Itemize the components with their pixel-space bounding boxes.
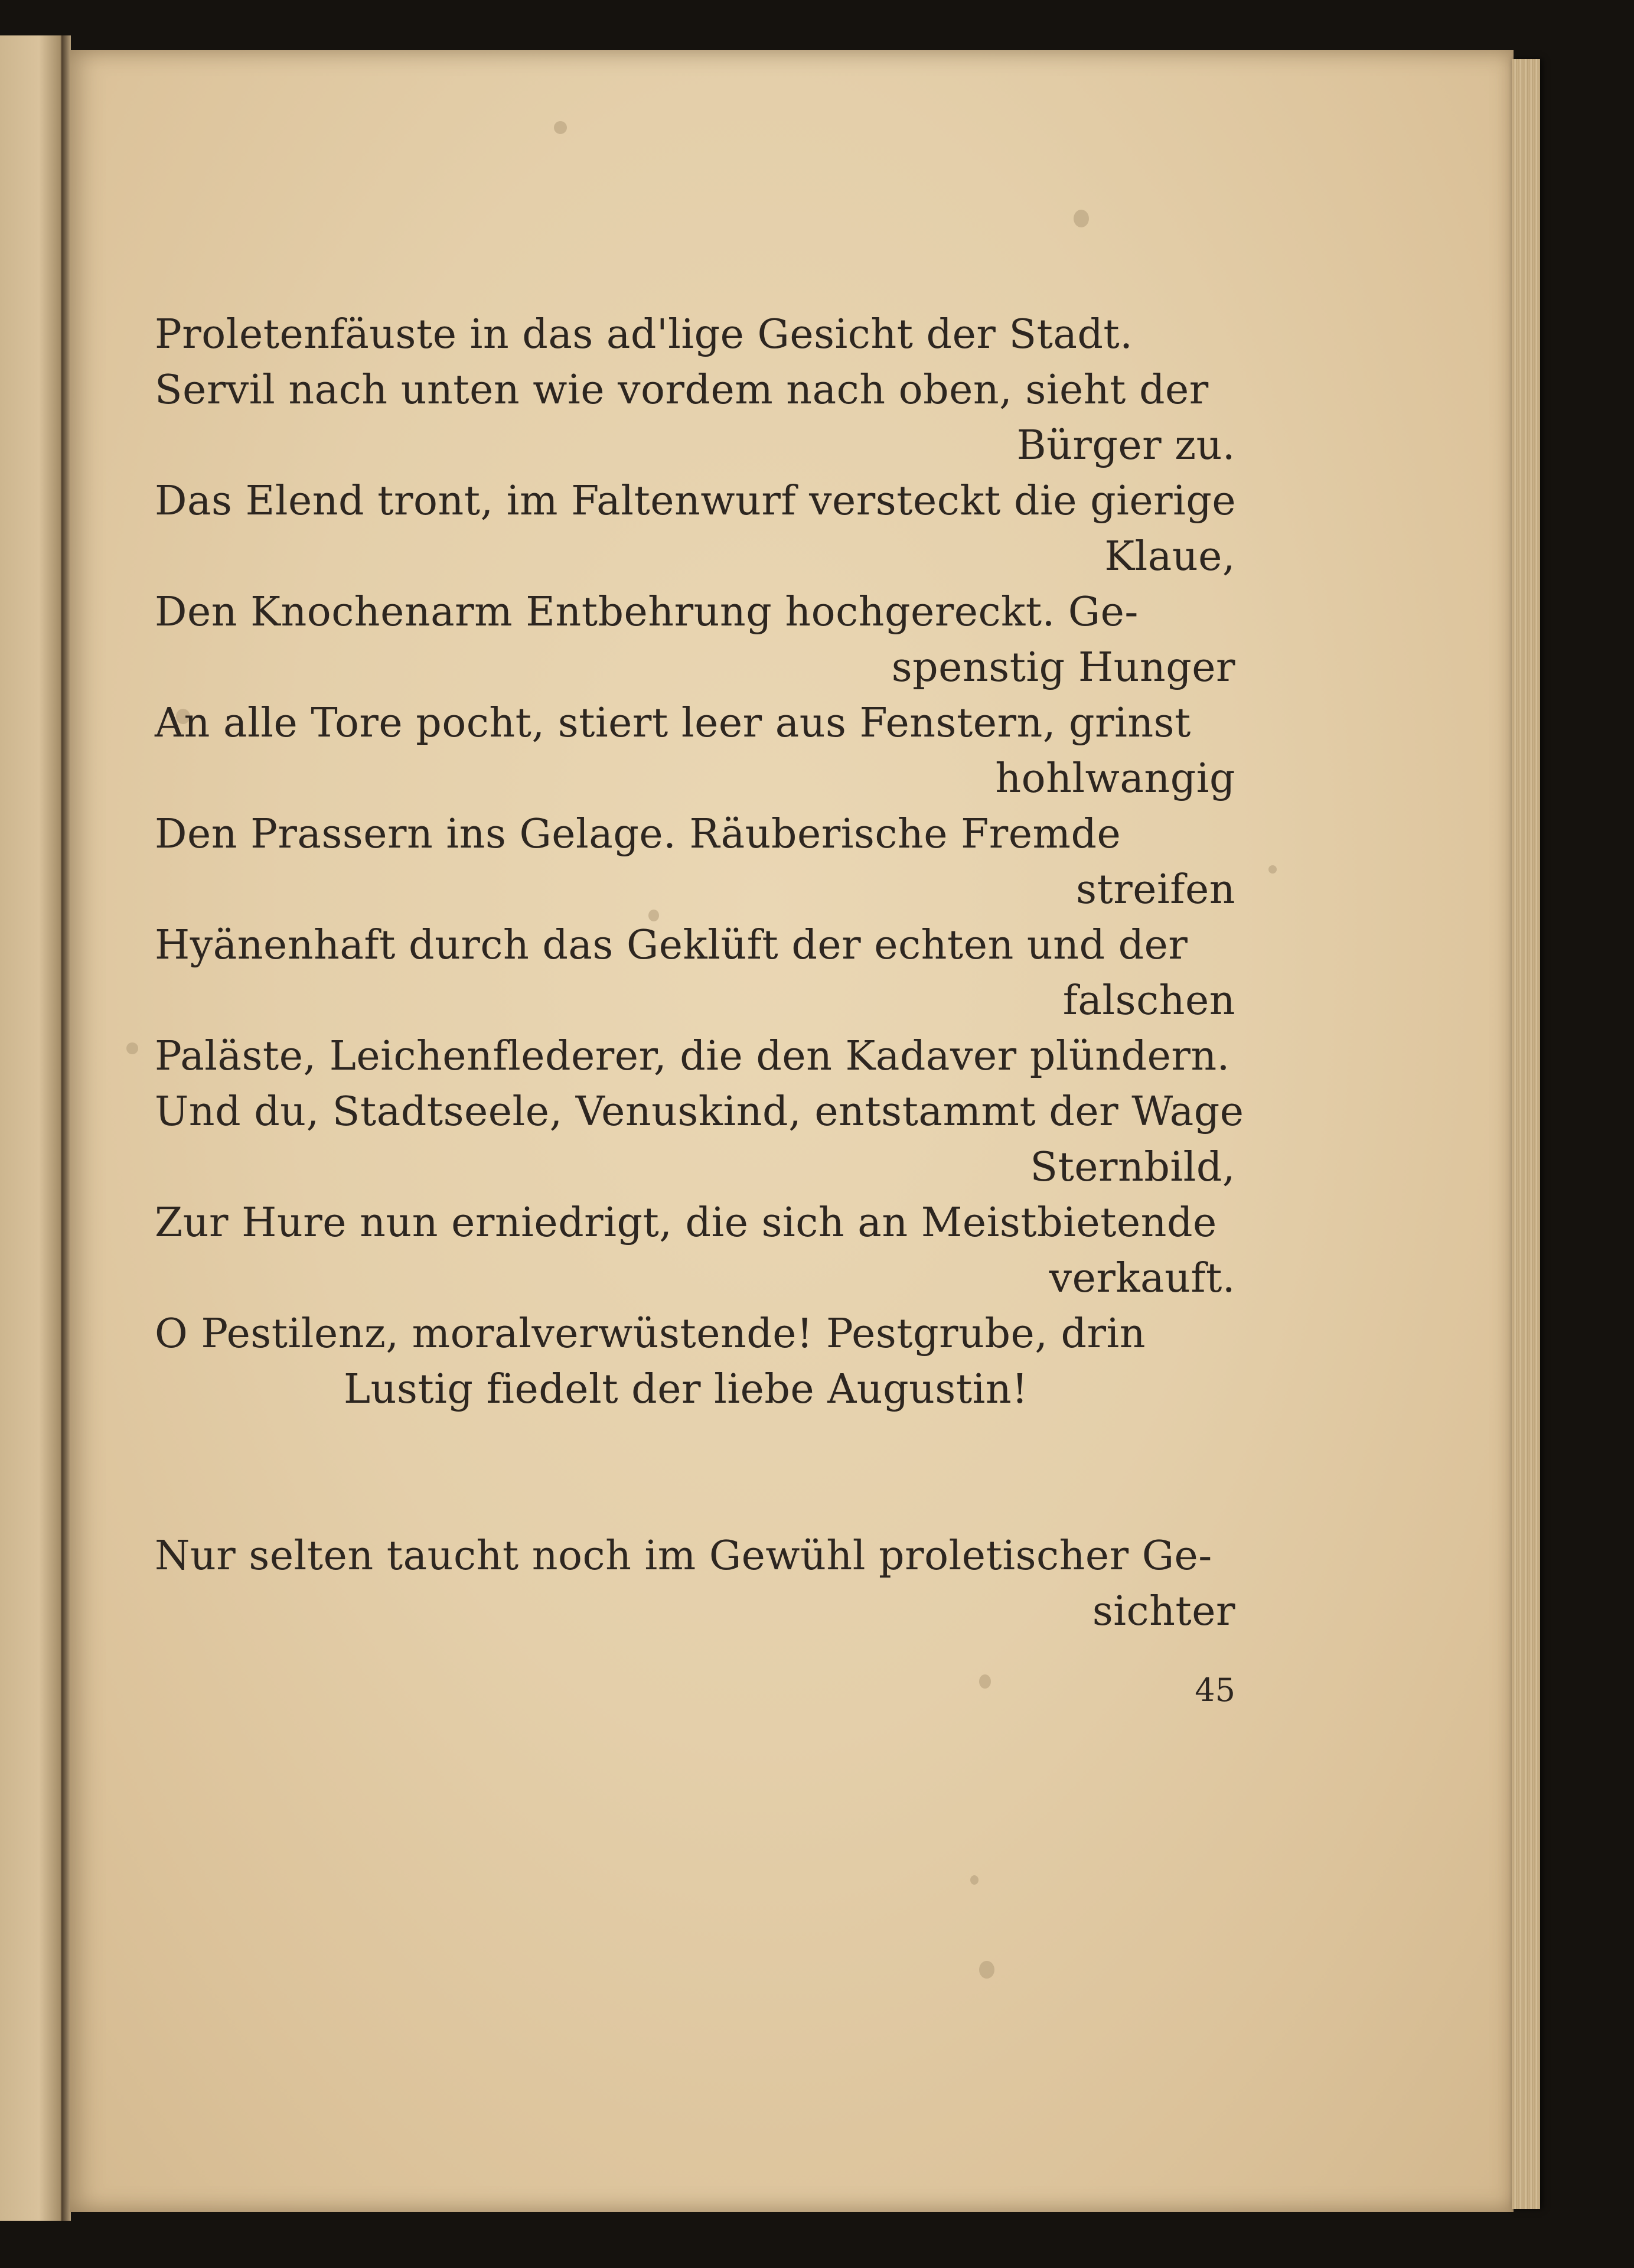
left-page-edge [0, 35, 65, 2221]
text-line: Den Knochenarm Entbehrung hochgereckt. Ge- [155, 589, 1139, 636]
page-number: 45 [1195, 1671, 1235, 1709]
text-line: Lustig fiedelt der liebe Augustin! [344, 1366, 1029, 1413]
text-line: verkauft. [1049, 1255, 1235, 1302]
text-line: An alle Tore pocht, stiert leer aus Fenstern, grinst [155, 700, 1191, 747]
text-line: Bürger zu. [1016, 422, 1235, 469]
text-line: Nur selten taucht noch im Gewühl proletischer Ge- [155, 1533, 1212, 1579]
paper-speck [1268, 865, 1277, 874]
text-line: streifen [1076, 866, 1235, 913]
text-line: Hyänenhaft durch das Geklüft der echten und der [155, 922, 1188, 969]
text-line: Servil nach unten wie vordem nach oben, sieht der [155, 367, 1209, 413]
paper-speck [554, 121, 567, 134]
page-stack-edge [1512, 59, 1540, 2209]
text-line: Und du, Stadtseele, Venuskind, entstammt der Wage [155, 1089, 1244, 1135]
text-line: O Pestilenz, moralverwüstende! Pestgrube, drin [155, 1311, 1146, 1357]
text-line: Klaue, [1104, 533, 1235, 580]
text-line: Paläste, Leichenflederer, die den Kadaver plündern. [155, 1033, 1230, 1080]
text-line: Das Elend tront, im Faltenwurf versteckt die gierige [155, 478, 1237, 524]
text-line: falschen [1062, 977, 1235, 1024]
paper-speck [979, 1674, 991, 1689]
paper-speck [979, 1961, 994, 1979]
text-line: sichter [1092, 1588, 1235, 1635]
text-line: Proletenfäuste in das ad'lige Gesicht der Stadt. [155, 311, 1133, 358]
text-line: Den Prassern ins Gelage. Räuberische Fremde [155, 811, 1121, 858]
text-line: hohlwangig [995, 755, 1235, 802]
stanza-gap [155, 1418, 1235, 1529]
text-line: Sternbild, [1030, 1144, 1235, 1191]
poem-text [155, 307, 1244, 1640]
paper-speck [1074, 210, 1089, 227]
text-line: spenstig Hunger [891, 644, 1235, 691]
paper-speck [126, 1042, 138, 1054]
text-line: Zur Hure nun erniedrigt, die sich an Meistbietende [155, 1200, 1217, 1246]
paper-speck [970, 1875, 979, 1885]
